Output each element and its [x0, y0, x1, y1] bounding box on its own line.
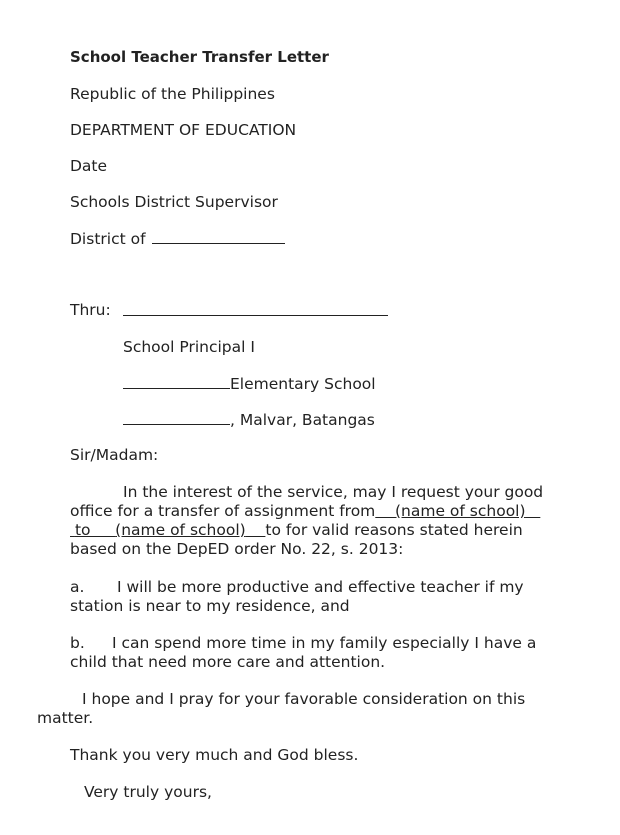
- body-p1-line2: office for a transfer of assignment from (name of school): [70, 502, 540, 521]
- district-line: [70, 229, 285, 249]
- item-b-line2: child that need more care and attention.: [70, 653, 386, 671]
- country-line: Republic of the Philippines: [70, 85, 275, 103]
- location-blank: [123, 410, 230, 425]
- thru-blank: [123, 301, 388, 316]
- letter-title: School Teacher Transfer Letter: [70, 48, 329, 66]
- body-p1-line3: to (name of school) to for valid reasons stated herein: [70, 521, 523, 540]
- school-suffix: Elementary School: [230, 375, 376, 393]
- body-p1-line4: based on the DepED order No. 22, s. 2013:: [70, 540, 404, 558]
- thru-line: [123, 301, 388, 321]
- location-suffix: , Malvar, Batangas: [230, 411, 375, 429]
- item-a-line1: I will be more productive and effective teacher if my: [117, 578, 524, 596]
- date-line: Date: [70, 157, 108, 175]
- item-b-marker: b.: [70, 634, 85, 652]
- school-blank: [123, 374, 230, 389]
- recipient-line: Schools District Supervisor: [70, 193, 278, 211]
- principal-line: School Principal I: [123, 338, 255, 356]
- to-word: to (name of school): [74, 521, 246, 539]
- closing-line2: matter.: [37, 709, 94, 727]
- closing-line1: I hope and I pray for your favorable consideration on this: [82, 690, 526, 708]
- thanks-line: Thank you very much and God bless.: [70, 746, 359, 764]
- district-label: District of: [70, 230, 146, 248]
- item-b-line1: I can spend more time in my family especially I have a: [112, 634, 537, 652]
- body-p1-line1: In the interest of the service, may I request your good: [123, 483, 544, 501]
- salutation: Sir/Madam:: [70, 446, 159, 464]
- signoff-line: Very truly yours,: [84, 783, 212, 801]
- to-school-field: (name of school): [115, 521, 246, 539]
- from-school-field: (name of school): [395, 502, 526, 520]
- item-a-marker: a.: [70, 578, 85, 596]
- item-a-line2: station is near to my residence, and: [70, 597, 350, 615]
- department-line: DEPARTMENT OF EDUCATION: [70, 121, 297, 139]
- thru-label: Thru:: [70, 301, 111, 319]
- school-line: [123, 374, 376, 394]
- district-blank: [152, 229, 285, 244]
- location-line: [123, 410, 375, 430]
